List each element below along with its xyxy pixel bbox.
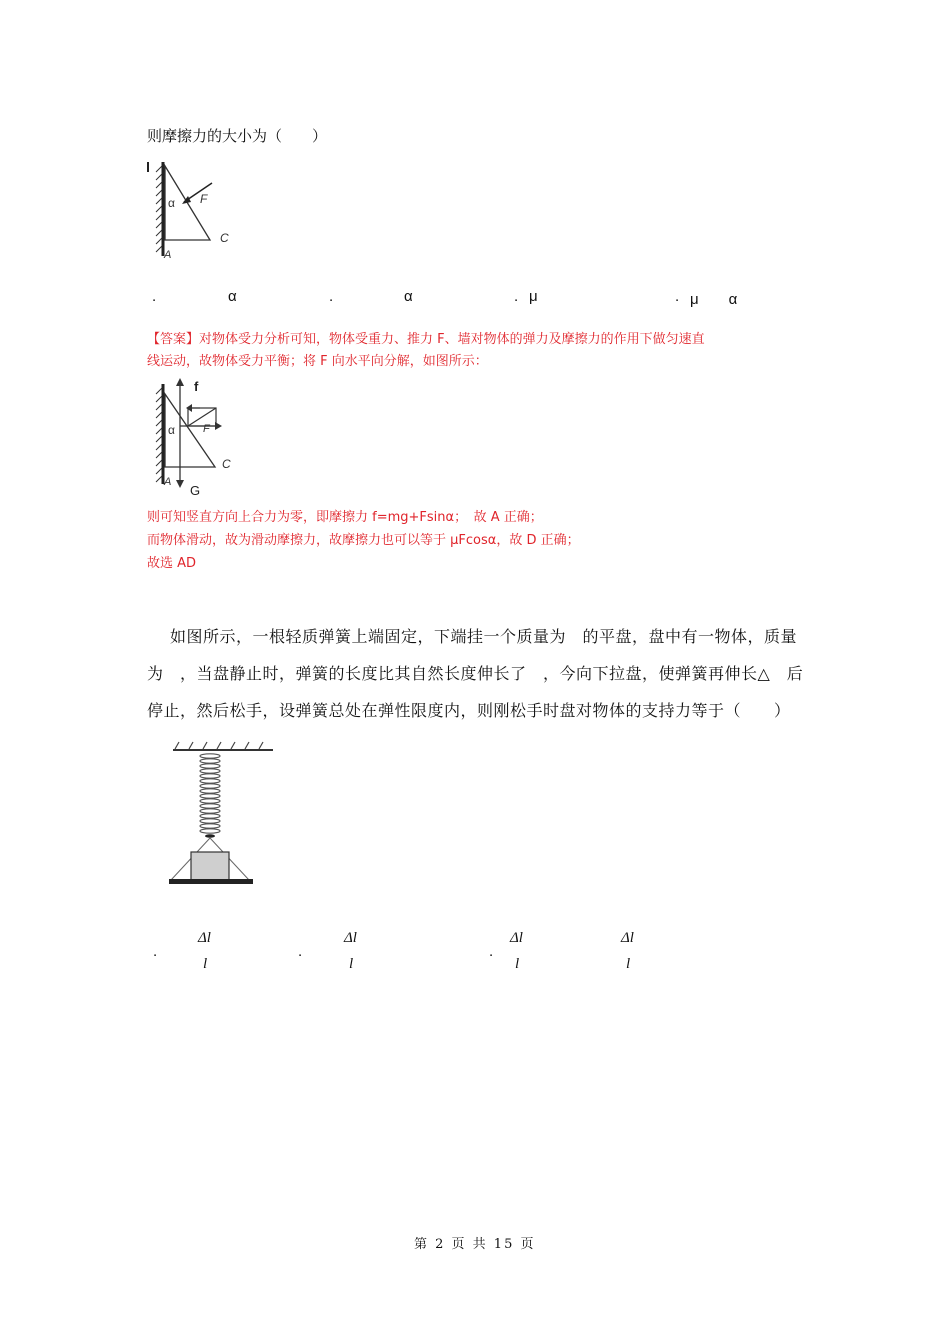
q2-option-c-marker: .: [489, 943, 494, 960]
q2-option-b-denominator: l: [349, 956, 354, 972]
svg-text:C: C: [222, 457, 231, 471]
answer-figure: [140, 374, 250, 499]
pan: [169, 879, 253, 884]
spring: [200, 754, 220, 833]
q2-option-c-denominator: l: [515, 956, 520, 972]
answer-line-2: 线运动，故物体受力平衡；将 F 向水平向分解，如图所示：: [147, 354, 488, 369]
spring-hook: [205, 834, 215, 838]
q2-option-c-numerator: Δl: [510, 930, 523, 946]
q2-option-b-numerator: Δl: [344, 930, 357, 946]
q1-option-b-marker: .: [329, 288, 334, 305]
svg-text:F: F: [203, 423, 210, 435]
svg-text:A: A: [164, 249, 172, 261]
friction-arrow-head: [176, 378, 184, 386]
svg-text:C: C: [220, 231, 229, 245]
q2-option-b-marker: .: [298, 943, 303, 960]
svg-text:α: α: [168, 423, 175, 437]
q2-option-a-denominator: l: [203, 956, 208, 972]
q1-option-d-text: μ α: [690, 291, 738, 308]
q2-option-a-numerator: Δl: [198, 930, 211, 946]
ceiling-hatching: [175, 742, 263, 749]
svg-text:α: α: [168, 196, 175, 210]
q1-option-a-marker: .: [152, 288, 157, 305]
q1-figure: [140, 158, 250, 263]
q1-option-c-text: μ: [529, 288, 538, 305]
q2-line-1: 如图所示，一根轻质弹簧上端固定，下端挂一个质量为 的平盘，盘中有一物体，质量: [170, 627, 798, 646]
answer-line-1: 【答案】对物体受力分析可知，物体受重力、推力 F、墙对物体的弹力及摩擦力的作用下做匀速直: [147, 332, 705, 347]
q1-stem: 则摩擦力的大小为（ ）: [147, 127, 328, 145]
wall-hatching: [156, 166, 162, 252]
q1-option-d-marker: .: [675, 288, 680, 305]
block: [191, 852, 229, 880]
q1-option-c-marker: .: [514, 288, 519, 305]
q2-option-a-marker: .: [153, 943, 158, 960]
answer-line-3: 则可知竖直方向上合力为零，即摩擦力 f=mg+Fsinα； 故 A 正确；: [147, 510, 543, 525]
q2-option-d-numerator: Δl: [621, 930, 634, 946]
svg-text:G: G: [190, 483, 201, 498]
answer-line-5: 故选 AD: [147, 556, 197, 571]
q2-figure: [165, 740, 277, 890]
page-footer: 第 2 页 共 15 页: [414, 1237, 536, 1252]
q1-option-a-text: α: [228, 288, 237, 305]
q2-line-2: 为 ，当盘静止时，弹簧的长度比其自然长度伸长了 ，今向下拉盘，使弹簧再伸长△ 后: [147, 664, 804, 683]
answer-line-4: 而物体滑动，故为滑动摩擦力，故摩擦力也可以等于 μFcosα，故 D 正确；: [147, 533, 580, 548]
q2-line-3: 停止，然后松手，设弹簧总处在弹性限度内，则刚松手时盘对物体的支持力等于（ ）: [147, 701, 791, 720]
q1-option-b-text: α: [404, 288, 413, 305]
svg-text:f: f: [194, 379, 199, 394]
svg-text:A: A: [164, 476, 172, 488]
svg-text:F: F: [200, 192, 208, 206]
q2-option-d-denominator: l: [626, 956, 631, 972]
gravity-arrow-head: [176, 480, 184, 488]
